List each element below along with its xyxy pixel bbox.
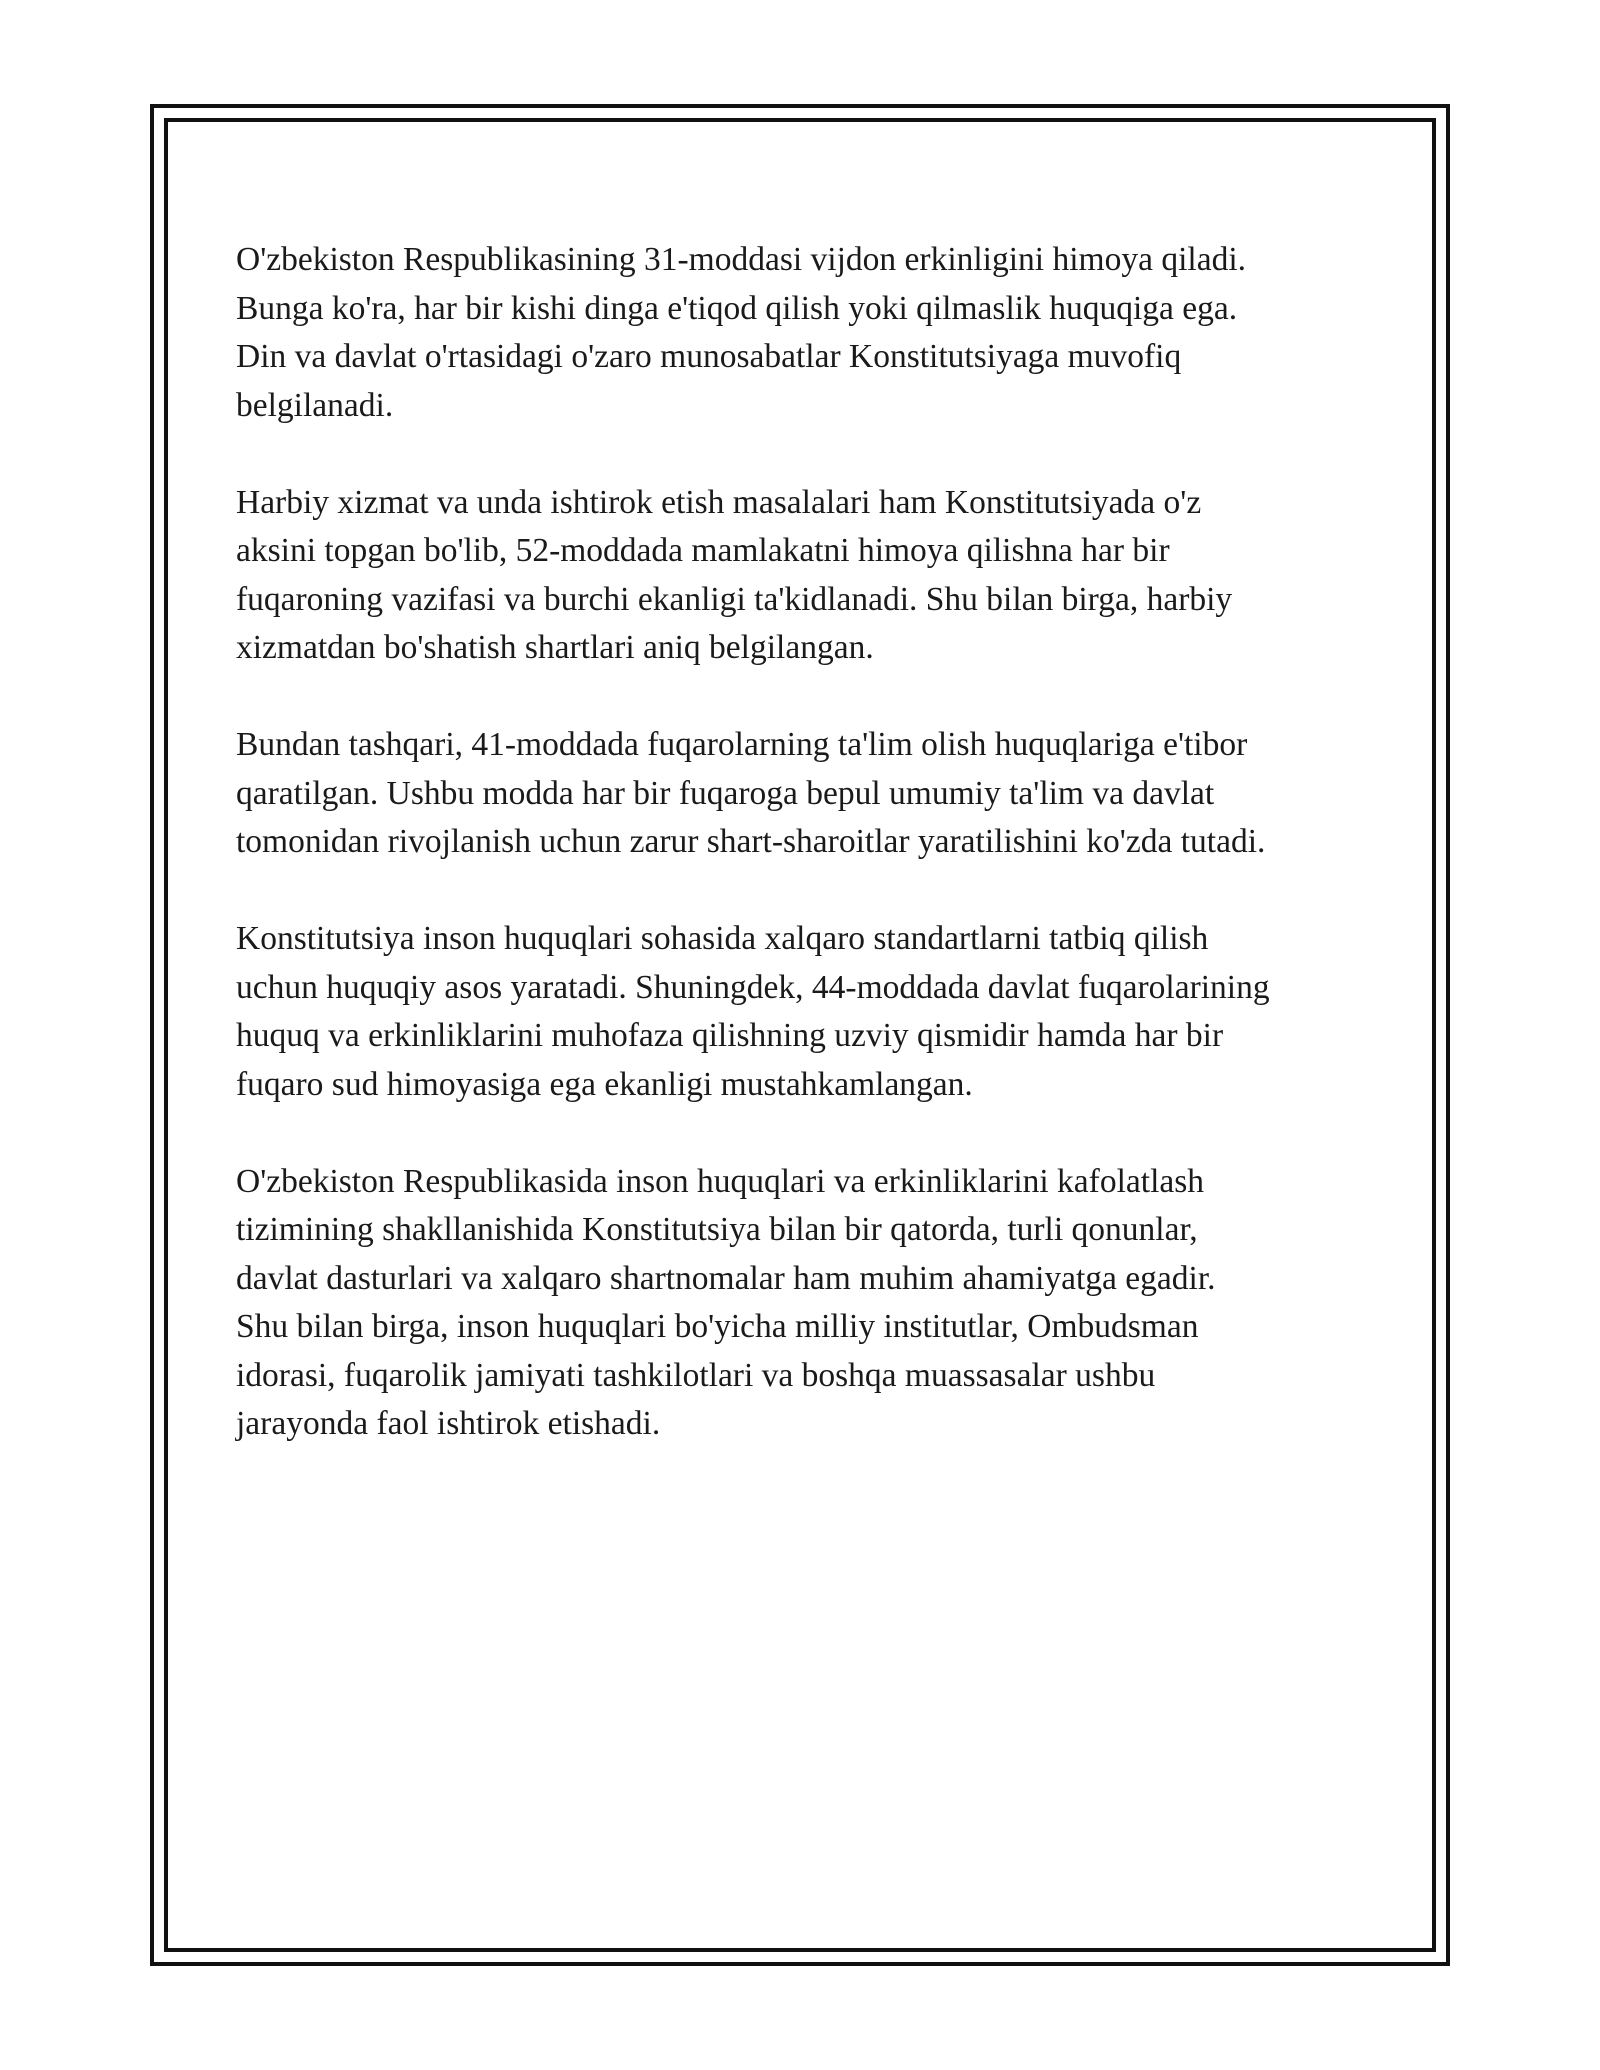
document-body <box>236 236 1396 1497</box>
paragraph-education-rights: Bundan tashqari, 41-moddada fuqarolarning ta'lim olish huquqlariga e'tibor qaratilgan. Ushbu modda har bir fuqaroga bepul umumiy ta'lim va davlat tomonidan rivojlanish uchun zarur shart-sharoitlar yaratilishini ko'zda tutadi. <box>236 726 1266 860</box>
paragraph-international-standards: Konstitutsiya inson huquqlari sohasida xalqaro standartlarni tatbiq qilish uchun huquqiy asos yaratadi. Shuningdek, 44-moddada davlat fuqarolarining huquq va erkinliklarini muhofaza qilishning uzviy qismidir hamda har bir fuqaro sud himoyasiga ega ekanligi mustahkamlangan. <box>236 920 1270 1103</box>
paragraph-human-rights-system: O'zbekiston Respublikasida inson huquqlari va erkinliklarini kafolatlash tizimining shakllanishida Konstitutsiya bilan bir qatorda, turli qonunlar, davlat dasturlari va xalqaro shartnomalar ham muhim ahamiyatga egadir. Shu bilan birga, inson huquqlari bo'yicha milliy institutlar, Ombudsman idorasi, fuqarolik jamiyati tashkilotlari va boshqa muassasalar ushbu jarayonda faol ishtirok etishadi. <box>236 1162 1216 1442</box>
paragraph-military-service: Harbiy xizmat va unda ishtirok etish masalalari ham Konstitutsiyada o'z aksini topgan bo'lib, 52-moddada mamlakatni himoya qilishna har bir fuqaroning vazifasi va burchi ekanligi ta'kidlanadi. Shu bilan birga, harbiy xizmatdan bo'shatish shartlari aniq belgilangan. <box>236 483 1233 666</box>
paragraph-freedom-of-conscience: O'zbekiston Respublikasining 31-moddasi vijdon erkinligini himoya qiladi. Bunga ko'ra, har bir kishi dinga e'tiqod qilish yoki qilmaslik huquqiga ega. Din va davlat o'rtasidagi o'zaro munosabatlar Konstitutsiyaga muvofiq belgilanadi. <box>236 241 1247 424</box>
